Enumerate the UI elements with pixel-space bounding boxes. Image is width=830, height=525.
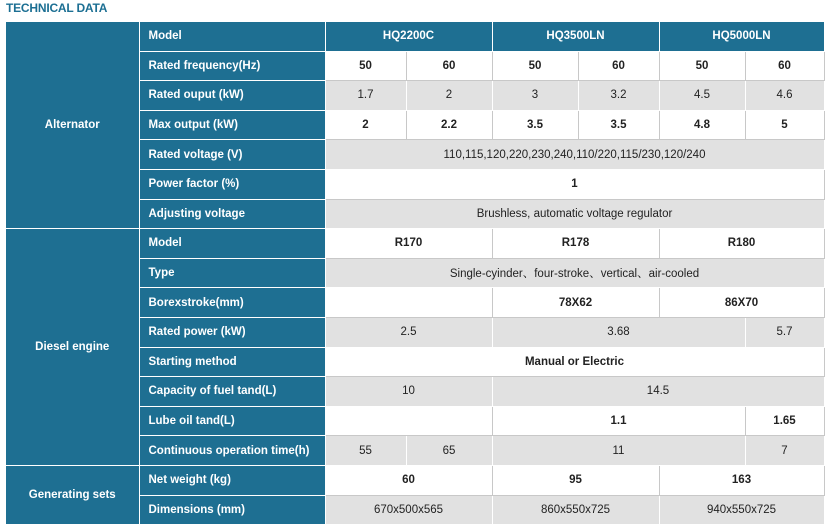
table-cell: 14.5: [492, 377, 824, 407]
row-label-fuel-capacity: Capacity of fuel tand(L): [139, 377, 325, 407]
table-cell: 55: [325, 436, 406, 466]
table-cell: 60: [578, 51, 659, 81]
table-cell: 7: [745, 436, 824, 466]
table-cell: 4.5: [659, 81, 745, 111]
model-header: HQ2200C: [325, 22, 492, 51]
table-cell: R178: [492, 229, 659, 259]
row-label-lube-oil: Lube oil tand(L): [139, 406, 325, 436]
table-cell: 60: [406, 51, 492, 81]
table-row: [6, 229, 824, 259]
table-cell: 5: [745, 110, 824, 140]
table-cell: [325, 406, 492, 436]
table-cell: 2: [325, 110, 406, 140]
table-row: [6, 465, 824, 495]
row-label-engine-model: Model: [139, 229, 325, 259]
table-cell: Single-cyinder、four-stroke、vertical、air-cooled: [325, 258, 824, 288]
table-cell: 4.8: [659, 110, 745, 140]
row-label-dimensions: Dimensions (mm): [139, 495, 325, 525]
table-cell: 3: [492, 81, 578, 111]
row-label-type: Type: [139, 258, 325, 288]
table-cell: 1: [325, 169, 824, 199]
table-cell: 50: [325, 51, 406, 81]
row-label-rated-power: Rated power (kW): [139, 317, 325, 347]
table-cell: 3.5: [492, 110, 578, 140]
row-label-continuous-operation: Continuous operation time(h): [139, 436, 325, 466]
table-cell: 1.1: [492, 406, 745, 436]
table-cell: 2.5: [325, 317, 492, 347]
table-cell: R170: [325, 229, 492, 259]
table-cell: [325, 288, 492, 318]
table-cell: Brushless, automatic voltage regulator: [325, 199, 824, 229]
table-cell: 670x500x565: [325, 495, 492, 525]
table-cell: 60: [325, 465, 492, 495]
row-label-power-factor: Power factor (%): [139, 169, 325, 199]
table-cell: 86X70: [659, 288, 824, 318]
table-cell: 1.65: [745, 406, 824, 436]
table-cell: 10: [325, 377, 492, 407]
technical-data-table: [6, 22, 825, 525]
row-label-model: Model: [139, 22, 325, 51]
table-cell: 4.6: [745, 81, 824, 111]
model-header: HQ3500LN: [492, 22, 659, 51]
table-cell: 11: [492, 436, 745, 466]
table-cell: 163: [659, 465, 824, 495]
table-cell: 2: [406, 81, 492, 111]
table-cell: 860x550x725: [492, 495, 659, 525]
row-label-starting-method: Starting method: [139, 347, 325, 377]
table-cell: Manual or Electric: [325, 347, 824, 377]
group-generating-sets: Generating sets: [6, 465, 139, 524]
table-cell: 65: [406, 436, 492, 466]
table-cell: 3.2: [578, 81, 659, 111]
row-label-frequency: Rated frequency(Hz): [139, 51, 325, 81]
table-cell: 110,115,120,220,230,240,110/220,115/230,120/240: [325, 140, 824, 170]
table-cell: 1.7: [325, 81, 406, 111]
row-label-net-weight: Net weight (kg): [139, 465, 325, 495]
table-cell: 2.2: [406, 110, 492, 140]
table-cell: 60: [745, 51, 824, 81]
row-label-adjusting-voltage: Adjusting voltage: [139, 199, 325, 229]
table-row: [6, 22, 824, 51]
row-label-max-output: Max output (kW): [139, 110, 325, 140]
table-cell: R180: [659, 229, 824, 259]
table-cell: 50: [492, 51, 578, 81]
row-label-rated-voltage: Rated voltage (V): [139, 140, 325, 170]
table-cell: 95: [492, 465, 659, 495]
model-header: HQ5000LN: [659, 22, 824, 51]
row-label-rated-output: Rated ouput (kW): [139, 81, 325, 111]
group-diesel-engine: Diesel engine: [6, 229, 139, 466]
row-label-bore-stroke: Borexstroke(mm): [139, 288, 325, 318]
table-cell: 50: [659, 51, 745, 81]
table-cell: 5.7: [745, 317, 824, 347]
page-title: TECHNICAL DATA: [6, 1, 108, 15]
table-cell: 78X62: [492, 288, 659, 318]
table-cell: 3.5: [578, 110, 659, 140]
group-alternator: Alternator: [6, 22, 139, 229]
table-cell: 940x550x725: [659, 495, 824, 525]
table-cell: 3.68: [492, 317, 745, 347]
